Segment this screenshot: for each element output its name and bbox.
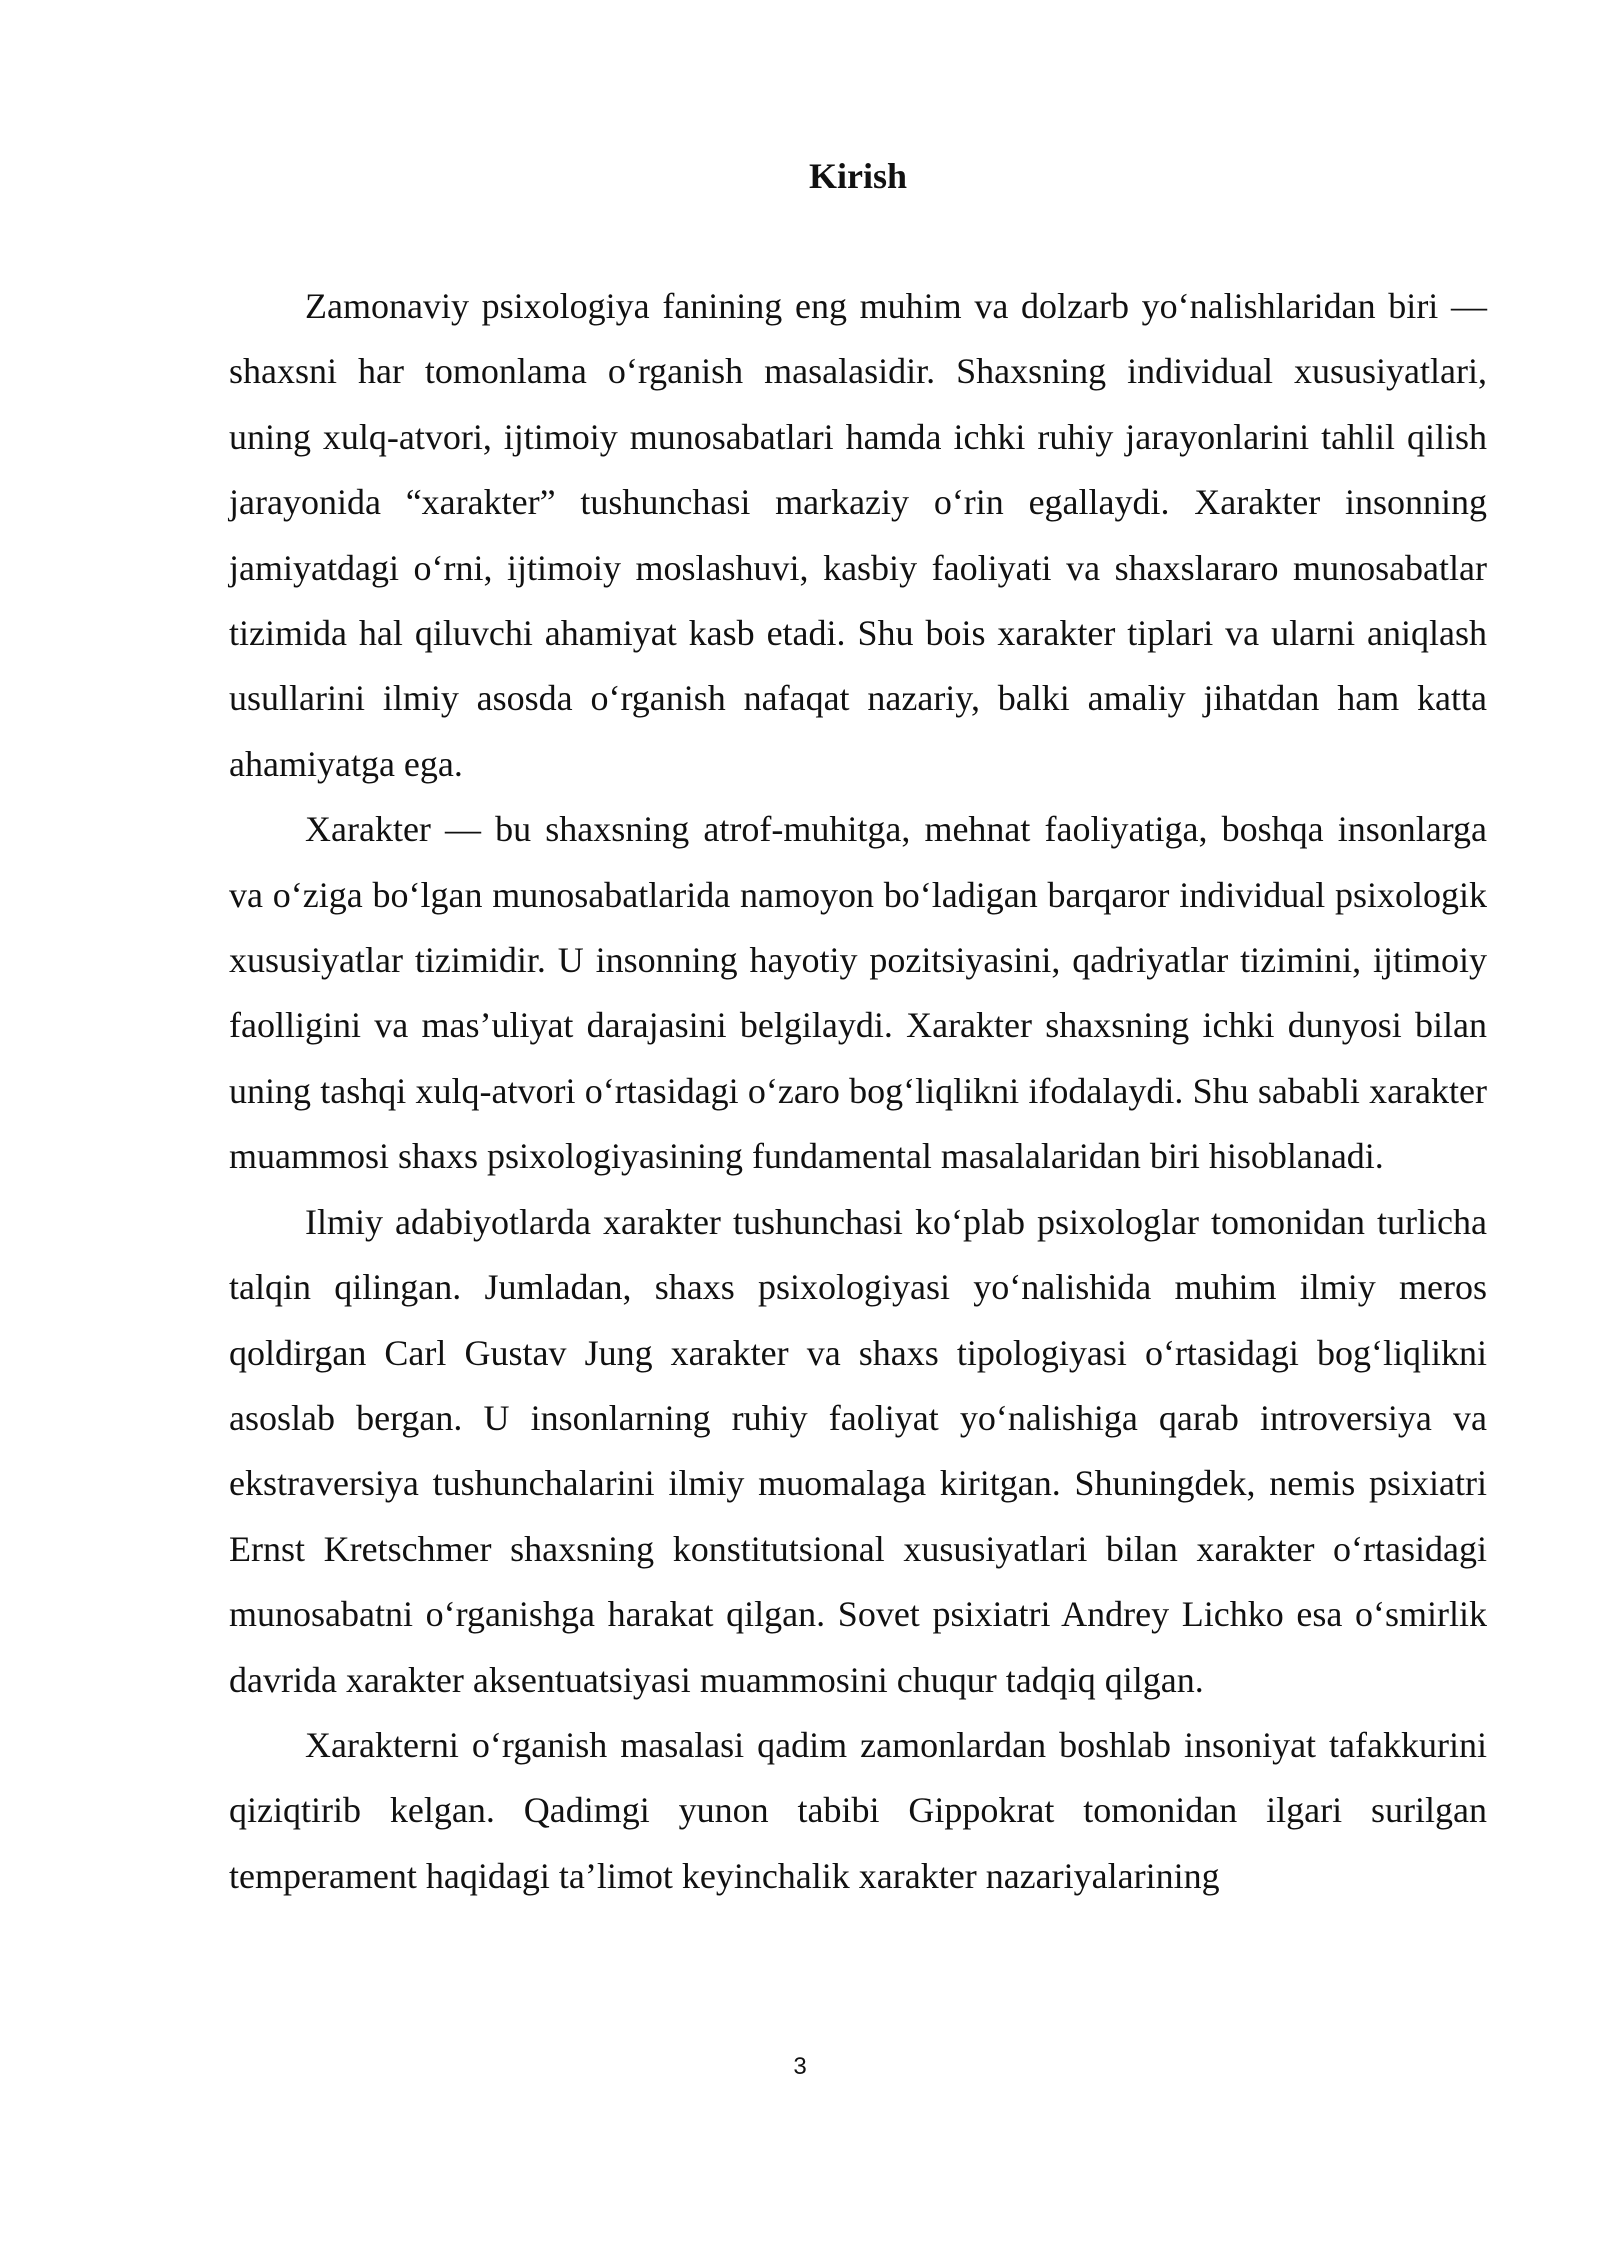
page-number: 3 [793,2053,807,2080]
paragraph-2: Xarakter — bu shaxsning atrof-muhitga, mehnat faoliyatiga, boshqa insonlarga va o‘ziga bo‘lgan munosabatlarida namoyon bo‘ladigan barqaror individual psixologik xususiyatlar tizimidir. U insonning hayotiy pozitsiyasini, qadriyatlar tizimini, ijtimoiy faolligini va mas’uliyat darajasini belgilaydi. Xarakter shaxsning ichki dunyosi bilan uning tashqi xulq-atvori o‘rtasidagi o‘zaro bog‘liqlikni ifodalaydi. Shu sababli xarakter muammosi shaxs psixologiyasining fundamental masalalaridan biri hisoblanadi. [229,809,1487,1177]
page-title: Kirish [808,156,907,196]
paragraph-4: Xarakterni o‘rganish masalasi qadim zamonlardan boshlab insoniyat tafakkurini qiziqtirib kelgan. Qadimgi yunon tabibi Gippokrat tomonidan ilgari surilgan temperament haqidagi ta’limot keyinchalik xarakter nazariyalarining [229,1724,1487,1896]
paragraph-3: Ilmiy adabiyotlarda xarakter tushunchasi ko‘plab psixologlar tomonidan turlicha talqin qilingan. Jumladan, shaxs psixologiyasi yo‘nalishida muhim ilmiy meros qoldirgan Carl Gustav Jung xarakter va shaxs tipologiyasi o‘rtasidagi bog‘liqlikni asoslab bergan. U insonlarning ruhiy faoliyat yo‘nalishiga qarab introversiya va ekstraversiya tushunchalarini ilmiy muomalaga kiritgan. Shuningdek, nemis psixiatri Ernst Kretschmer shaxsning konstitutsional xususiyatlari bilan xarakter o‘rtasidagi munosabatni o‘rganishga harakat qilgan. Sovet psixiatri Andrey Lichko esa o‘smirlik davrida xarakter aksentuatsiyasi muammosini chuqur tadqiq qilgan. [229,1201,1487,1700]
page-content [229,146,1487,1909]
paragraph-1: Zamonaviy psixologiya fanining eng muhim va dolzarb yo‘nalishlaridan biri — shaxsni har tomonlama o‘rganish masalasidir. Shaxsning individual xususiyatlari, uning xulq-atvori, ijtimoiy munosabatlari hamda ichki ruhiy jarayonlarini tahlil qilish jarayonida “xarakter” tushunchasi markaziy o‘rin egallaydi. Xarakter insonning jamiyatdagi o‘rni, ijtimoiy moslashuvi, kasbiy faoliyati va shaxslararo munosabatlar tizimida hal qiluvchi ahamiyat kasb etadi. Shu bois xarakter tiplari va ularni aniqlash usullarini ilmiy asosda o‘rganish nafaqat nazariy, balki amaliy jihatdan ham katta ahamiyatga ega. [229,286,1487,784]
